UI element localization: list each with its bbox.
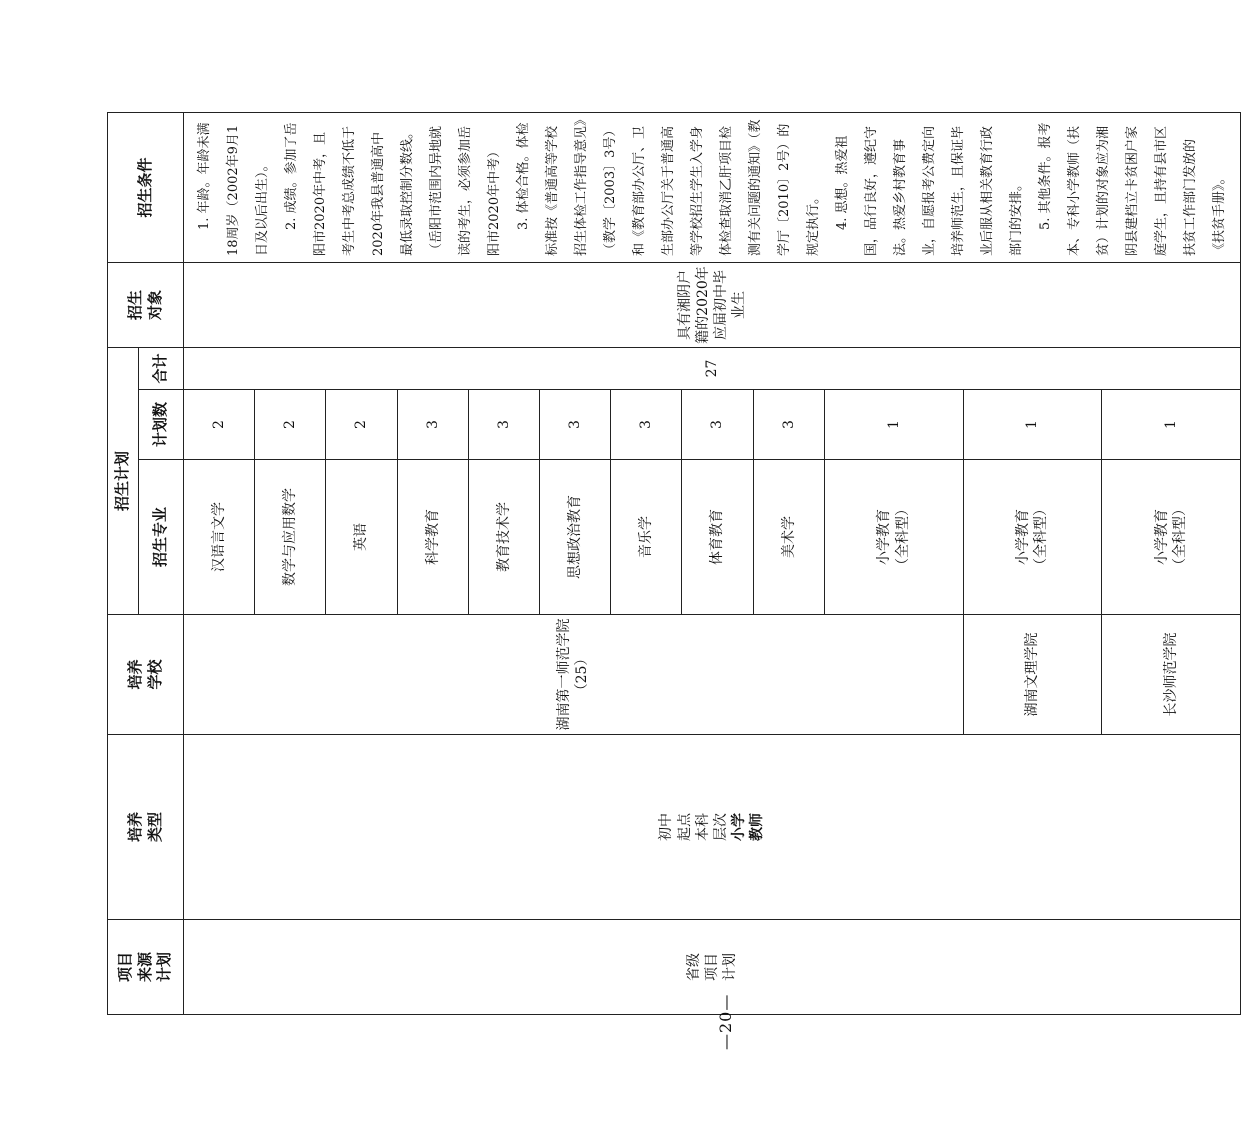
count-cell-6: 3: [540, 390, 611, 460]
header-total: 合计: [139, 348, 184, 390]
training-type-l1a: 初中: [658, 813, 675, 841]
count-cell-12: 1: [1102, 390, 1241, 460]
school-cell-2: 湖南文理学院: [963, 615, 1102, 735]
training-type-cell: [184, 735, 1241, 920]
school-1-name: 湖南第一师范学院: [556, 618, 573, 731]
page-number: —20—: [716, 993, 735, 1050]
target-cell: 具有湘阴户籍的2020年应届初中毕业生: [184, 263, 1241, 348]
project-source-l2: 项目: [703, 953, 720, 981]
major-cell-6: 思想政治教育: [540, 460, 611, 615]
header-target: [108, 263, 184, 348]
project-source-l3: 计划: [722, 953, 739, 981]
header-plan-count: 计划数: [139, 390, 184, 460]
school-1-note: （25）: [574, 651, 591, 698]
header-training-type-l2: 类型: [145, 812, 164, 843]
count-cell-3: 2: [326, 390, 397, 460]
count-cell-2: 2: [255, 390, 326, 460]
condition-2: 2. 成绩。参加了岳阳市2020年中考，且考生中考总成绩不低于2020年我县普通高中最低录取控制分数线。（岳阳市范围内异地就读的考生，必须参加岳阳市2020年中考）: [284, 122, 502, 256]
total-cell: 27: [184, 348, 1241, 390]
major-cell-8: 体育教育: [682, 460, 753, 615]
rotated-table-wrapper: [107, 113, 1227, 1015]
major-cell-12: [1102, 460, 1241, 615]
major-cell-11: [963, 460, 1102, 615]
condition-1: 1. 年龄。年龄未满18周岁（2002年9月1日及以后出生）。: [197, 122, 270, 256]
header-target-l1: 招生: [126, 290, 144, 321]
data-row-1: [184, 113, 255, 1015]
condition-3: 3. 体检合格。体检标准按《普通高等学校招生体检工作指导意见》（教学〔2003〕3号）和《教育部办公厅、卫生部办公厅关于普通高等学校招生学生入学身体检查取消乙肝项目检测有关问题的通知》（教学厅〔2010〕2号）的规定执行。: [516, 119, 821, 256]
count-cell-7: 3: [611, 390, 682, 460]
header-major: 招生专业: [139, 460, 184, 615]
project-source-cell: [184, 920, 1241, 1015]
major-cell-4: 科学教育: [397, 460, 468, 615]
header-target-l2: 对象: [145, 290, 164, 321]
major-cell-7: 音乐学: [611, 460, 682, 615]
count-cell-11: 1: [963, 390, 1102, 460]
header-project-source-l3: 计划: [155, 952, 174, 983]
training-type-l2b: 层次: [713, 813, 729, 841]
major-11-l1: 小学教育: [1015, 509, 1032, 565]
header-conditions: 招生条件: [108, 113, 184, 263]
header-training-school-l2: 学校: [145, 659, 164, 690]
major-10-l1: 小学教育: [876, 509, 893, 565]
major-cell-9: 美术学: [753, 460, 824, 615]
count-cell-9: 3: [753, 390, 824, 460]
count-cell-10: 1: [824, 390, 963, 460]
header-project-source: [108, 920, 184, 1015]
header-training-type-l1: 培养: [126, 812, 144, 843]
header-project-source-l1: 项目: [116, 952, 135, 983]
training-type-l2a: 本科: [694, 813, 711, 841]
count-cell-4: 3: [397, 390, 468, 460]
school-cell-1: [184, 615, 964, 735]
header-training-school: [108, 615, 184, 735]
school-cell-3: 长沙师范学院: [1102, 615, 1241, 735]
condition-4: 4. 思想。热爱祖国，品行良好，遵纪守法。热爱乡村教育事业，自愿报考公费定向培养师范生，且保证毕业后服从相关教育行政部门的安排。: [835, 125, 1024, 256]
major-12-l1: 小学教育: [1153, 509, 1170, 565]
count-cell-8: 3: [682, 390, 753, 460]
major-cell-2: 数学与应用数学: [255, 460, 326, 615]
major-11-l2: （全科型）: [1033, 502, 1050, 572]
enrollment-plan-table: [107, 112, 1241, 1015]
major-12-l2: （全科型）: [1172, 502, 1189, 572]
count-cell-1: 2: [184, 390, 255, 460]
project-source-l1: 省级: [685, 953, 702, 981]
header-plan-group: 招生计划: [108, 348, 139, 615]
major-10-l2: （全科型）: [894, 502, 911, 572]
count-cell-5: 3: [468, 390, 539, 460]
training-type-l1b: 起点: [676, 813, 693, 841]
major-cell-10: [824, 460, 963, 615]
condition-5: 5. 其他条件。报考本、专科小学教师（扶贫）计划的对象应为湘阴县建档立卡贫困户家庭学生，且持有县市区扶贫工作部门发放的《扶贫手册》。: [1038, 122, 1227, 256]
header-row-1: [108, 113, 139, 1015]
header-project-source-l2: 来源: [135, 952, 154, 983]
conditions-cell: [184, 113, 1241, 263]
header-training-school-l1: 培养: [126, 659, 144, 690]
major-cell-3: 英语: [326, 460, 397, 615]
major-cell-1: 汉语言文学: [184, 460, 255, 615]
header-training-type: [108, 735, 184, 920]
major-cell-5: 教育技术学: [468, 460, 539, 615]
training-type-l3b: 教师: [749, 813, 766, 841]
training-type-l3a: 小学: [731, 813, 748, 841]
